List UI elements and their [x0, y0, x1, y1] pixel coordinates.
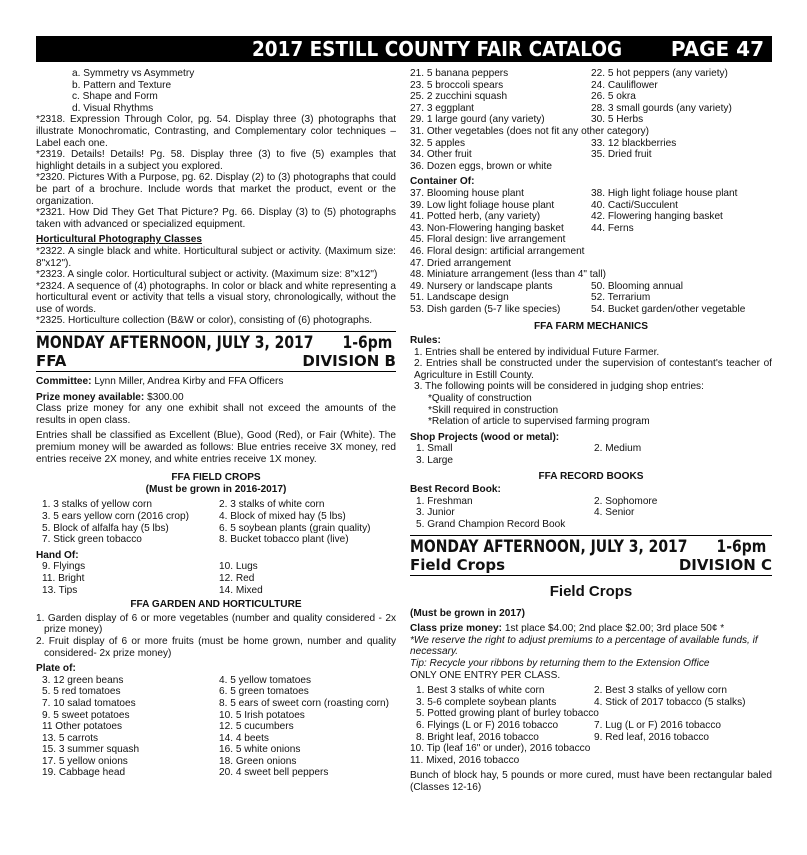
- plate-label: Plate of:: [36, 663, 76, 675]
- list-item: 51. Landscape design: [410, 292, 509, 304]
- list-item: 46. Floral design: artificial arrangement: [410, 245, 585, 257]
- container-list: [410, 188, 772, 234]
- division-name: DIVISION C: [678, 555, 772, 574]
- list-item: 20. 4 sweet bell peppers: [219, 767, 329, 779]
- rule-point: *Relation of article to supervised farming program: [428, 416, 650, 428]
- fruit-list: [410, 138, 772, 161]
- committee: [36, 376, 396, 388]
- list-item: 10. 5 Irish potatoes: [219, 709, 305, 721]
- rule-point: *Quality of construction: [428, 393, 532, 405]
- class-2325: *2325. Horticulture collection (B&W or color), consisting of (6) photographs.: [36, 315, 373, 327]
- rule-1: 1. Entries shall be entered by individual Future Farmer.: [414, 346, 660, 358]
- list-item: 2. Medium: [594, 443, 642, 455]
- field-crops-list: [36, 499, 396, 545]
- class-2324: *2324. A sequence of (4) photographs. In color or black and white representing a horticultural event or activity that tells a visual story, chronologically, without the use of words.: [36, 280, 396, 315]
- list-item: 12. Red: [219, 572, 255, 584]
- alpha-list: [36, 68, 396, 114]
- list-item: 53. Dish garden (5-7 like species): [410, 303, 561, 315]
- page-number: PAGE 47: [670, 37, 764, 61]
- list-item: 4. 5 yellow tomatoes: [219, 674, 312, 686]
- list-item: 3. 12 green beans: [42, 674, 124, 686]
- division-name: DIVISION B: [302, 352, 396, 371]
- list-item: 48. Miniature arrangement (less than 4" tall): [410, 269, 607, 281]
- left-column: [36, 68, 396, 779]
- list-item: 38. High light foliage house plant: [591, 187, 738, 199]
- list-item: 39. Low light foliage house plant: [410, 199, 555, 211]
- day-heading: MONDAY AFTERNOON, JULY 3, 2017 1-6pm: [36, 333, 393, 354]
- list-item: 34. Other fruit: [410, 149, 472, 161]
- list-item: 24. Cauliflower: [591, 79, 658, 91]
- catalog-title: 2017 ESTILL COUNTY FAIR CATALOG: [252, 37, 623, 61]
- list-item: 3. 5 ears yellow corn (2016 crop): [42, 511, 189, 522]
- list-item: 15. 3 summer squash: [42, 744, 140, 756]
- list-item: 29. 1 large gourd (any variety): [410, 114, 545, 126]
- list-item: 2. 3 stalks of white corn: [219, 499, 325, 511]
- list-item: 1. Best 3 stalks of white corn: [416, 685, 545, 697]
- list-item: b. Pattern and Texture: [72, 79, 172, 91]
- rules-label: Rules:: [410, 335, 441, 347]
- crops-list-2: [410, 720, 772, 743]
- list-item: 1. Freshman: [416, 495, 473, 507]
- vegetable-list: [410, 68, 772, 126]
- rule-3: 3. The following points will be considered in judging shop entries:: [414, 381, 704, 393]
- list-item: 36. Dozen eggs, brown or white: [410, 160, 552, 172]
- list-item: 3. Junior: [416, 507, 455, 519]
- divider: [36, 331, 396, 332]
- list-item: [594, 455, 772, 467]
- horticultural-heading: Horticultural Photography Classes: [36, 234, 203, 246]
- list-item: 41. Potted herb, (any variety): [410, 211, 541, 223]
- list-item: 6. 5 soybean plants (grain quality): [219, 522, 371, 534]
- list-item: 2. Sophomore: [594, 495, 658, 507]
- best-list: [410, 496, 772, 519]
- list-item: 30. 5 Herbs: [591, 114, 644, 126]
- list-item: 6. Flyings (L or F) 2016 tobacco: [416, 719, 559, 731]
- container-label: Container Of:: [410, 176, 475, 188]
- entries-note: Entries shall be classified as Excellent (Blue), Good (Red), or Fair (White). The premium money will be awarded as follows: Blue entries receive 3X money, red entries receive 2X money, and white entries receive 1X money.: [36, 430, 396, 465]
- list-item: 18. Green onions: [219, 755, 297, 767]
- list-item: 5. 5 red tomatoes: [42, 686, 121, 698]
- list-item: 43. Non-Flowering hanging basket: [410, 222, 564, 234]
- list-item: 35. Dried fruit: [591, 149, 652, 161]
- list-item: 13. Tips: [42, 584, 78, 596]
- records-heading: FFA RECORD BOOKS: [538, 470, 644, 482]
- list-item: 49. Nursery or landscape plants: [410, 280, 553, 292]
- divider: [410, 575, 772, 576]
- list-item: 7. Lug (L or F) 2016 tobacco: [594, 719, 721, 731]
- list-item: 4. Senior: [594, 507, 635, 519]
- list-item: 2. Best 3 stalks of yellow corn: [594, 685, 727, 697]
- prize-note: Class prize money for any one exhibit shall not exceed the amounts of the results in open class.: [36, 403, 396, 426]
- class-2319: *2319. Details! Details! Pg. 58. Display three (3) to five (5) examples that highlight details in a subject you explored.: [36, 149, 396, 172]
- list-item: 8. Bright leaf, 2016 tobacco: [416, 731, 539, 743]
- list-item: 28. 3 small gourds (any variety): [591, 102, 732, 114]
- list-item: 16. 5 white onions: [219, 744, 301, 756]
- list-item: 14. 4 beets: [219, 732, 269, 744]
- list-item: 4. Stick of 2017 tobacco (5 stalks): [594, 696, 746, 708]
- list-item: 50. Blooming annual: [591, 280, 684, 292]
- list-item: 32. 5 apples: [410, 137, 465, 149]
- list-item: 13. 5 carrots: [42, 732, 99, 744]
- header-bar: [36, 36, 772, 62]
- list-item: c. Shape and Form: [72, 91, 158, 103]
- best-label: Best Record Book:: [410, 484, 501, 496]
- garden-item-1: 1. Garden display of 6 or more vegetables (number and quality considered - 2x prize money): [36, 612, 396, 636]
- day-heading: MONDAY AFTERNOON, JULY 3, 2017 1-6pm: [410, 536, 767, 557]
- list-item: 9. Flyings: [42, 561, 86, 573]
- list-item: 4. Block of mixed hay (5 lbs): [219, 511, 346, 522]
- hand-of-list: [36, 561, 396, 596]
- list-item: 1. Small: [416, 443, 453, 455]
- list-item: 11. Mixed, 2016 tobacco: [410, 754, 520, 766]
- list-item: 44. Ferns: [591, 222, 634, 234]
- class-2320: *2320. Pictures With a Purpose, pg. 62. Display (2) to (3) photographs that could be part of a brochure. Include words that market the product, event or the organization.: [36, 172, 396, 207]
- list-item: 11 Other potatoes: [42, 721, 123, 733]
- list-item: 12. 5 cucumbers: [219, 721, 294, 733]
- reserve-note: *We reserve the right to adjust premiums to a percentage of available funds, if necessary.: [410, 634, 758, 658]
- field-crops-heading: FFA FIELD CROPS: [171, 472, 261, 484]
- class-prize-label: Class prize money:: [410, 623, 502, 635]
- list-item: 5. Potted growing plant of burley tobacco: [416, 708, 599, 720]
- container-list-2: [410, 281, 772, 316]
- list-item: 33. 12 blackberries: [591, 137, 677, 149]
- shop-label: Shop Projects (wood or metal):: [410, 431, 560, 443]
- list-item: 8. 5 ears of sweet corn (roasting corn): [219, 697, 389, 709]
- list-item: 7. 10 salad tomatoes: [42, 697, 136, 709]
- list-item: 1. 3 stalks of yellow corn: [42, 499, 152, 511]
- class-2323: *2323. A single color. Horticultural subject or activity. (Maximum size: 8"x12"): [36, 269, 378, 281]
- list-item: 9. Red leaf, 2016 tobacco: [594, 731, 710, 743]
- right-column: [410, 68, 772, 793]
- class-prize: [410, 623, 772, 635]
- prize-money: [36, 392, 396, 404]
- division-line: [36, 353, 396, 370]
- list-item: 8. Bucket tobacco plant (live): [219, 534, 349, 546]
- list-item: 22. 5 hot peppers (any variety): [591, 68, 728, 79]
- list-item: 10. Tip (leaf 16" or under), 2016 tobacco: [410, 743, 591, 755]
- division-line: [410, 557, 772, 574]
- prize-label: Prize money available:: [36, 391, 145, 403]
- list-item: 25. 2 zucchini squash: [410, 91, 508, 103]
- list-item: 23. 5 broccoli spears: [410, 79, 504, 91]
- section-name: Field Crops: [410, 555, 506, 574]
- list-item: 10. Lugs: [219, 561, 258, 573]
- prize-amount: $300.00: [147, 391, 184, 403]
- list-item: 5. Block of alfalfa hay (5 lbs): [42, 522, 169, 534]
- list-item: 17. 5 yellow onions: [42, 755, 128, 767]
- list-item: a. Symmetry vs Asymmetry: [72, 68, 195, 79]
- field-crops-sub: (Must be grown in 2016-2017): [145, 483, 287, 495]
- hand-of-label: Hand Of:: [36, 549, 79, 561]
- list-item: 47. Dried arrangement: [410, 257, 511, 269]
- field-crops-title: Field Crops: [549, 582, 633, 600]
- crops-list: [410, 685, 772, 708]
- list-item: 19. Cabbage head: [42, 767, 126, 779]
- list-item: 45. Floral design: live arrangement: [410, 234, 566, 246]
- list-item: 11. Bright: [42, 572, 85, 584]
- list-item: 27. 3 eggplant: [410, 102, 474, 114]
- list-item: 54. Bucket garden/other vegetable: [591, 303, 746, 315]
- mechanics-heading: FFA FARM MECHANICS: [533, 321, 649, 333]
- list-item: 14. Mixed: [219, 584, 263, 596]
- list-item: 52. Terrarium: [591, 292, 651, 304]
- class-2318: *2318. Expression Through Color, pg. 54. Display three (3) photographs that illustrate Monochromatic, Contrasting, and Complementary color techniques – Label each one.: [36, 114, 396, 149]
- garden-item-2: 2. Fruit display of 6 or more fruits (must be home grown, number and quality considered- 2x prize money): [36, 635, 396, 659]
- shop-list: [410, 443, 772, 466]
- list-item: 37. Blooming house plant: [410, 187, 524, 199]
- must-grown: (Must be grown in 2017): [410, 607, 525, 619]
- one-entry-note: ONLY ONE ENTRY PER CLASS.: [410, 669, 561, 681]
- list-item: 9. 5 sweet potatoes: [42, 709, 130, 721]
- list-item: 21. 5 banana peppers: [410, 68, 509, 79]
- list-item: 42. Flowering hanging basket: [591, 211, 723, 223]
- section-name: FFA: [36, 352, 67, 371]
- list-item: 5. Grand Champion Record Book: [416, 518, 566, 530]
- tip-note: Tip: Recycle your ribbons by returning them to the Extension Office: [410, 657, 710, 669]
- rule-2: 2. Entries shall be constructed under the supervision of contestant's teacher of Agriculture in Estill County.: [414, 358, 772, 381]
- list-item: 6. 5 green tomatoes: [219, 686, 309, 698]
- plate-list: [36, 675, 396, 779]
- class-prize-values: 1st place $4.00; 2nd place $2.00; 3rd place 50¢ *: [504, 623, 725, 635]
- list-item: 40. Cacti/Succulent: [591, 199, 678, 211]
- class-2321: *2321. How Did They Get That Picture? Pg. 66. Display (3) to (5) photographs taken with advanced or specialized equipment.: [36, 207, 396, 230]
- list-item: 3. Large: [416, 455, 454, 466]
- list-item: d. Visual Rhythms: [72, 102, 154, 114]
- list-item: 3. 5-6 complete soybean plants: [416, 696, 557, 708]
- committee-names: Lynn Miller, Andrea Kirby and FFA Officers: [94, 376, 284, 388]
- garden-heading: FFA GARDEN AND HORTICULTURE: [130, 599, 302, 611]
- hay-note: Bunch of block hay, 5 pounds or more cured, must have been rectangular baled (Classes 12-16): [410, 770, 772, 793]
- committee-label: Committee:: [36, 376, 92, 388]
- rule-point: *Skill required in construction: [428, 404, 559, 416]
- divider: [410, 535, 772, 536]
- list-item: 31. Other vegetables (does not fit any other category): [410, 125, 650, 137]
- class-2322: *2322. A single black and white. Horticultural subject or activity. (Maximum size: 8"x12").: [36, 245, 396, 269]
- list-item: 26. 5 okra: [591, 91, 636, 103]
- list-item: 7. Stick green tobacco: [42, 534, 142, 546]
